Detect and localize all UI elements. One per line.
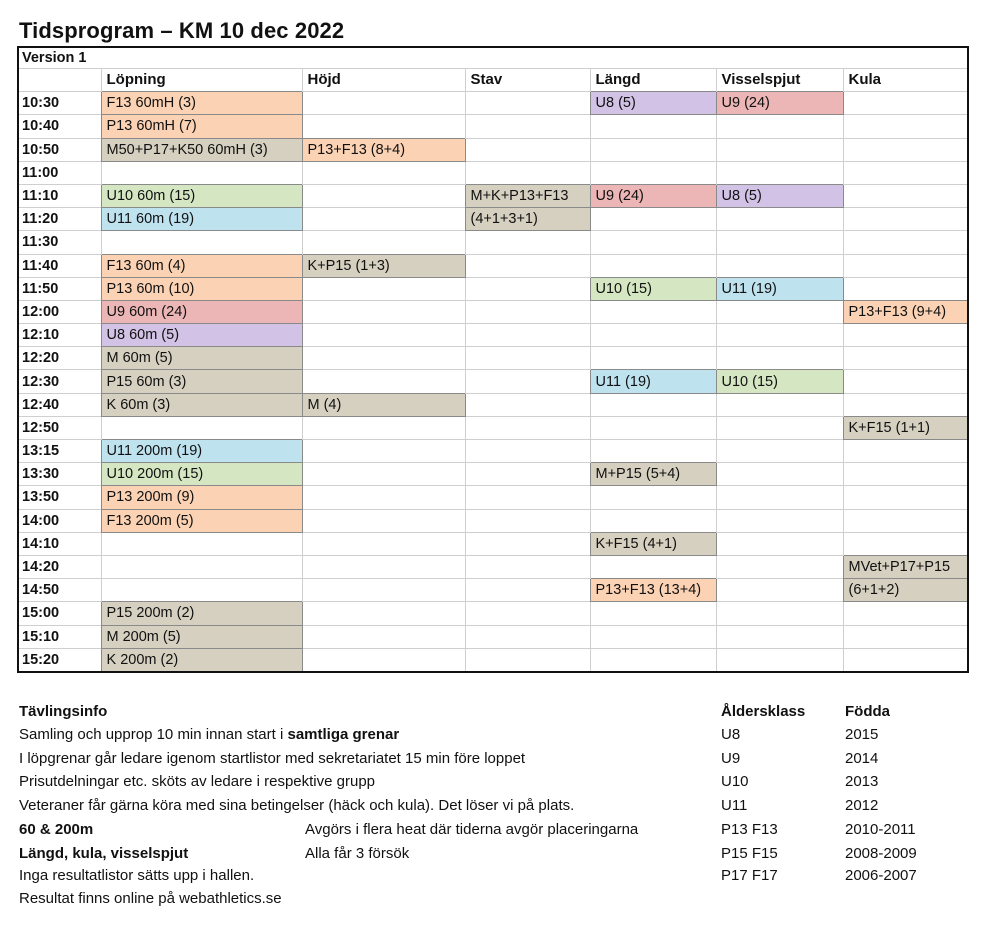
- event-cell: U9 60m (24): [101, 300, 302, 323]
- time-cell: 10:40: [18, 115, 101, 138]
- event-cell: K+P15 (1+3): [302, 254, 465, 277]
- column-header: Stav: [465, 69, 590, 92]
- event-cell: K+F15 (1+1): [843, 416, 968, 439]
- event-cell: P13+F13 (9+4): [843, 300, 968, 323]
- event-cell: M 200m (5): [101, 625, 302, 648]
- time-cell: 11:00: [18, 161, 101, 184]
- event-cell: M 60m (5): [101, 347, 302, 370]
- born-years: 2014: [845, 750, 879, 767]
- rule-field-label: Längd, kula, visselspjut: [19, 845, 189, 862]
- event-cell: U11 (19): [590, 370, 716, 393]
- column-header: Höjd: [302, 69, 465, 92]
- info-line-running: I löpgrenar går ledare igenom startlistor med sekretariatet 15 min före loppet: [19, 750, 526, 767]
- column-header: Visselspjut: [716, 69, 843, 92]
- age-class: U9: [721, 750, 741, 767]
- event-cell: U9 (24): [590, 184, 716, 207]
- info-line-assembly-bold: samtliga grenar: [287, 726, 400, 743]
- time-cell: 12:00: [18, 300, 101, 323]
- time-cell: 14:50: [18, 579, 101, 602]
- column-header: Längd: [590, 69, 716, 92]
- time-cell: 13:15: [18, 440, 101, 463]
- time-cell: 12:40: [18, 393, 101, 416]
- age-class: P17 F17: [721, 867, 778, 884]
- time-cell: 11:10: [18, 184, 101, 207]
- born-years: 2013: [845, 773, 879, 790]
- info-heading: Tävlingsinfo: [19, 703, 108, 720]
- event-cell: U11 200m (19): [101, 440, 302, 463]
- event-cell: U8 60m (5): [101, 324, 302, 347]
- column-header: Kula: [843, 69, 968, 92]
- time-cell: 12:30: [18, 370, 101, 393]
- born-years: 2006-2007: [845, 867, 917, 884]
- event-cell: M+P15 (5+4): [590, 463, 716, 486]
- event-cell: M50+P17+K50 60mH (3): [101, 138, 302, 161]
- born-years: 2015: [845, 726, 879, 743]
- time-cell: 10:30: [18, 92, 101, 115]
- time-cell: 13:50: [18, 486, 101, 509]
- event-cell: P13 60mH (7): [101, 115, 302, 138]
- time-cell: 11:20: [18, 208, 101, 231]
- time-cell: 15:10: [18, 625, 101, 648]
- info-line-assembly: [19, 726, 399, 743]
- event-cell: U11 60m (19): [101, 208, 302, 231]
- event-cell: F13 60mH (3): [101, 92, 302, 115]
- event-cell: U10 200m (15): [101, 463, 302, 486]
- info-line-awards: Prisutdelningar etc. sköts av ledare i respektive grupp: [19, 773, 376, 790]
- info-line-assembly-text: Samling och upprop 10 min innan start i: [19, 726, 288, 743]
- time-cell: 15:20: [18, 648, 101, 672]
- age-class: P15 F15: [721, 845, 778, 862]
- age-class: U11: [721, 797, 748, 814]
- age-class: U10: [721, 773, 749, 790]
- event-cell: U11 (19): [716, 277, 843, 300]
- time-cell: 11:40: [18, 254, 101, 277]
- time-cell: 15:00: [18, 602, 101, 625]
- time-cell: 14:10: [18, 532, 101, 555]
- event-cell: K 60m (3): [101, 393, 302, 416]
- time-cell: 12:20: [18, 347, 101, 370]
- column-header: Löpning: [101, 69, 302, 92]
- event-cell: (4+1+3+1): [465, 208, 590, 231]
- event-cell: K+F15 (4+1): [590, 532, 716, 555]
- rule-field-text: Alla får 3 försök: [305, 845, 410, 862]
- event-cell: MVet+P17+P15: [843, 555, 968, 578]
- time-cell: 11:30: [18, 231, 101, 254]
- born-years: 2008-2009: [845, 845, 917, 862]
- info-line-veterans: Veteraner får gärna köra med sina betingelser (häck och kula). Det löser vi på plats.: [19, 797, 575, 814]
- time-cell: 14:00: [18, 509, 101, 532]
- page-title: Tidsprogram – KM 10 dec 2022: [19, 18, 345, 43]
- event-cell: P13 200m (9): [101, 486, 302, 509]
- time-cell: 10:50: [18, 138, 101, 161]
- event-cell: P13+F13 (13+4): [590, 579, 716, 602]
- event-cell: (6+1+2): [843, 579, 968, 602]
- event-cell: U8 (5): [716, 184, 843, 207]
- time-cell: 11:50: [18, 277, 101, 300]
- born-year-header: Födda: [845, 703, 890, 720]
- event-cell: U10 (15): [716, 370, 843, 393]
- event-cell: U10 60m (15): [101, 184, 302, 207]
- event-cell: F13 200m (5): [101, 509, 302, 532]
- time-cell: 14:20: [18, 555, 101, 578]
- event-cell: M (4): [302, 393, 465, 416]
- event-cell: U8 (5): [590, 92, 716, 115]
- event-cell: P15 60m (3): [101, 370, 302, 393]
- event-cell: M+K+P13+F13: [465, 184, 590, 207]
- rule-sprint-text: Avgörs i flera heat där tiderna avgör placeringarna: [305, 821, 639, 838]
- version-label: Version 1: [18, 47, 968, 69]
- event-cell: P13 60m (10): [101, 277, 302, 300]
- age-class-header: Åldersklass: [721, 703, 806, 720]
- rule-sprint-label: 60 & 200m: [19, 821, 94, 838]
- time-cell: 12:50: [18, 416, 101, 439]
- age-class: U8: [721, 726, 741, 743]
- info-line-results: Inga resultatlistor sätts upp i hallen.: [19, 867, 255, 884]
- event-cell: P15 200m (2): [101, 602, 302, 625]
- born-years: 2010-2011: [845, 821, 916, 838]
- info-line-online: Resultat finns online på webathletics.se: [19, 890, 282, 907]
- age-class: P13 F13: [721, 821, 778, 838]
- time-cell: 13:30: [18, 463, 101, 486]
- event-cell: U10 (15): [590, 277, 716, 300]
- event-cell: P13+F13 (8+4): [302, 138, 465, 161]
- event-cell: U9 (24): [716, 92, 843, 115]
- born-years: 2012: [845, 797, 879, 814]
- event-cell: K 200m (2): [101, 648, 302, 672]
- time-cell: 12:10: [18, 324, 101, 347]
- event-cell: F13 60m (4): [101, 254, 302, 277]
